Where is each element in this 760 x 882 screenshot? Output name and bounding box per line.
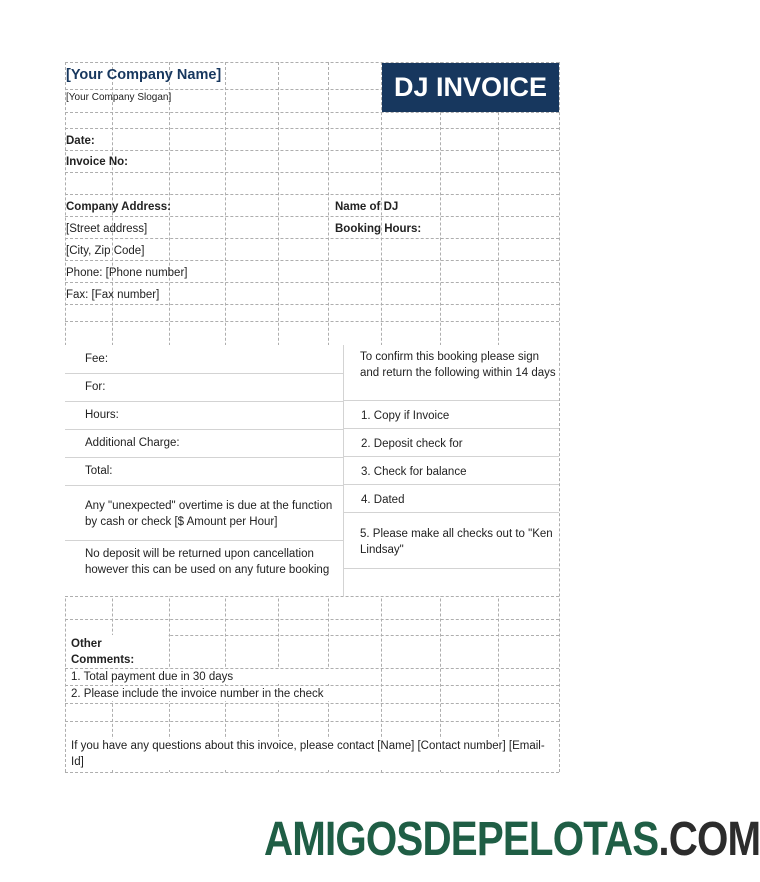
confirm-item: 2. Deposit check for	[361, 438, 463, 450]
grid-line	[65, 112, 559, 113]
grid-line	[65, 703, 559, 704]
brand-main: AMIGOSDEPELOTAS	[264, 813, 659, 866]
deposit-note: No deposit will be returned upon cancellation however this can be used on any future booking	[85, 548, 330, 576]
invoice-number-label: Invoice No:	[66, 156, 128, 168]
confirm-item: 3. Check for balance	[361, 466, 467, 478]
grid-line	[559, 62, 560, 772]
grid-line	[65, 619, 559, 620]
grid-line	[65, 304, 559, 305]
grid-line	[65, 282, 559, 283]
additional-charge-label: Additional Charge:	[85, 437, 180, 449]
grid-line	[65, 260, 559, 261]
brand-tld: .COM	[658, 813, 760, 866]
confirm-item: 1. Copy if Invoice	[361, 410, 450, 422]
fee-label: Fee:	[85, 353, 109, 365]
fax-number[interactable]: Fax: [Fax number]	[66, 289, 160, 301]
overtime-note: Any "unexpected" overtime is due at the function by cash or check [$ Amount per Hour]	[85, 500, 333, 528]
booking-hours-label: Booking Hours:	[335, 223, 422, 235]
grid-line	[65, 772, 559, 773]
grid-line	[65, 150, 559, 151]
hours-label: Hours:	[85, 409, 119, 421]
total-label: Total:	[85, 465, 113, 477]
grid-line	[65, 238, 559, 239]
grid-line	[65, 216, 559, 217]
street-address[interactable]: [Street address]	[66, 223, 148, 235]
grid-line	[65, 596, 559, 597]
confirm-item: 5. Please make all checks out to "Ken Lindsay"	[360, 528, 553, 556]
grid-line	[65, 194, 559, 195]
grid-line	[65, 172, 559, 173]
comment-item[interactable]: 1. Total payment due in 30 days	[71, 671, 234, 683]
confirm-intro: To confirm this booking please sign and return the following within 14 days	[360, 351, 556, 379]
invoice-sheet	[65, 62, 559, 772]
phone-number[interactable]: Phone: [Phone number]	[66, 267, 188, 279]
watermark-brand	[264, 812, 760, 867]
company-address-label: Company Address:	[66, 201, 172, 213]
grid-line	[65, 128, 559, 129]
confirm-item: 4. Dated	[361, 494, 405, 506]
company-name[interactable]: [Your Company Name]	[66, 67, 222, 83]
invoice-title: DJ INVOICE	[382, 63, 559, 112]
for-label: For:	[85, 381, 106, 393]
other-comments-label: Other Comments:	[71, 638, 135, 666]
comment-item[interactable]: 2. Please include the invoice number in the check	[71, 688, 324, 700]
date-label: Date:	[66, 135, 95, 147]
dj-name-label: Name of DJ	[335, 201, 399, 213]
company-slogan[interactable]: [Your Company Slogan]	[66, 92, 172, 103]
booking-details-panel	[65, 345, 559, 596]
grid-line	[65, 321, 559, 322]
city-zip[interactable]: [City, Zip Code]	[66, 245, 145, 257]
grid-line	[65, 721, 559, 722]
contact-note: If you have any questions about this invoice, please contact [Name] [Contact number] [Email-Id]	[71, 740, 545, 768]
